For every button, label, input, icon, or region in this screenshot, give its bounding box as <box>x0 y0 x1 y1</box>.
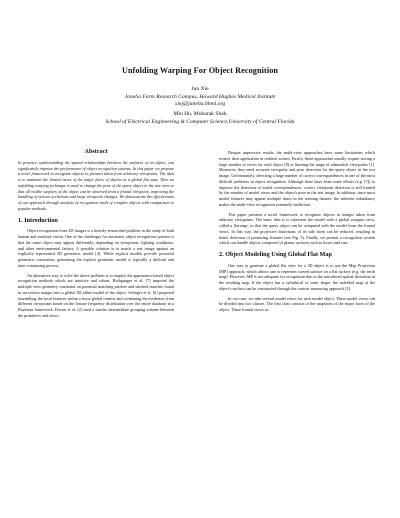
abstract-heading: Abstract <box>84 148 108 155</box>
paper-title: Unfolding Warping For Object Recognition <box>121 66 279 75</box>
section-heading-introduction: 1. Introduction <box>18 216 58 224</box>
author-affiliation-1: Janelia Farm Research Campus, Howard Hughes Medical Institute <box>124 93 276 100</box>
author-name-1: Jun Xie <box>191 86 209 92</box>
paragraph: One way to generate a global flat view for a 3D object is to use the Map Projection (MP) approach, which allows one to represent curved surface on a flat surface (e.g. the earth map). However, MP is not adequate for recognition due to the introduced spatial distortion in the resulting map. If the object has a cylindrical or conic shape, the unfolded map of the object's surface can be constructed through the context measuring approach [3]. <box>219 262 375 291</box>
paragraph: Despite impressive results, the multi-view approaches have some limitations which restrict their application in realistic scenes. Firstly, those approaches usually require storing a large number of views for each object [8] or limiting the range of admissible viewpoints [1]. Moreover, they need accurate viewpoint and pose detection for the query object in the test image. Unfortunately, detecting a large number of correct correspondences in one of the most difficult problems in object recognition. Although there have been some efforts (e.g. [7]) to improve the detection of initial correspondences, correct viewpoint detection is still limited by the number of model views and the object's pose in the test image. In addition, since most model features may appear multiple times in the training dataset, the inherent redundancy makes the multi-view recognition extremely inefficient. <box>219 150 375 207</box>
paragraph: Object recognition from 2D images is a heavily-researched problem in the study of both human and machine vision. One of the challenges for automatic object recognition systems is that the same object may appear differently, depending on viewpoints, lighting conditions, and other environmental factors. A possible solution is to match a test image against an explicitly represented 3D geometric model [4]. While explicit models provide powerful geometric constraints, generating the explicit geometric model is typically a difficult and time-consuming process. <box>18 228 174 268</box>
paragraph: This paper presents a novel framework to recognize objects in images taken from arbitrary viewpoints. The basic idea is to represent the model with a global compact view, called a flat map, so that the query object can be compared with the model from the frontal views. In this way, the projective distortions of its side faces can be reduced, resulting in better detection of promising features (see Fig. 3). Finally, we present a recognition system which can handle objects composed of planar surfaces such as boxes and cars. <box>219 211 375 246</box>
section-heading-flat-map: 2. Object Modeling Using Global Flat Map <box>219 251 332 258</box>
abstract-text: In practice, understanding the spatial relationships between the surfaces of an object, can significantly improve the performance of object recognition systems. In this paper we propose a novel framework to recognize objects in pictures taken from arbitrary viewpoints. The idea is to maintain the frontal views of the major faces of objects in a global flat map. Then an unfolding warping technique is used to change the pose of the query object in the test view so that all visible surfaces of the object can be observed from a frontal viewpoint, improving the handling of serious occlusions and large viewpoint changes. We demonstrate the effectiveness of our approach through analysis of recognition trails of complex objects with comparison to popular methods. <box>18 159 174 211</box>
paragraph: An alternative way to solve the above problem is to employ the appearance-based object recognition methods which are intuitive and robust. Rothganger et al. [7] imposed the multiple view geometry constraint on potential matching patches and stitched matches found in successive images into a global 3D affine model of the object. Selinger et al. [6] proposed assembling the local features within a loose global context and combining the evidences from different viewpoints based on the feature frequency distribution over the entire database in a Bayesian framework. Ferrari et al. [2] used a similar intermediate grouping scheme between the primitives and views. <box>18 272 174 318</box>
left-column <box>18 149 174 323</box>
right-column <box>219 150 375 317</box>
paragraph: In our case, we take several model views for each model object. These model views can be divided into two classes. The first class consists of the snapshots of the major faces of the object. These frontal views ac- <box>219 295 375 312</box>
author-affiliation-2: School of Electrical Engineering & Computer Science,University of Central Florida <box>105 118 295 125</box>
author-email-1: xiej@janelia.hhmi.org <box>174 101 226 107</box>
author-name-2: Min Hu, Mubarak Shah <box>173 111 227 117</box>
